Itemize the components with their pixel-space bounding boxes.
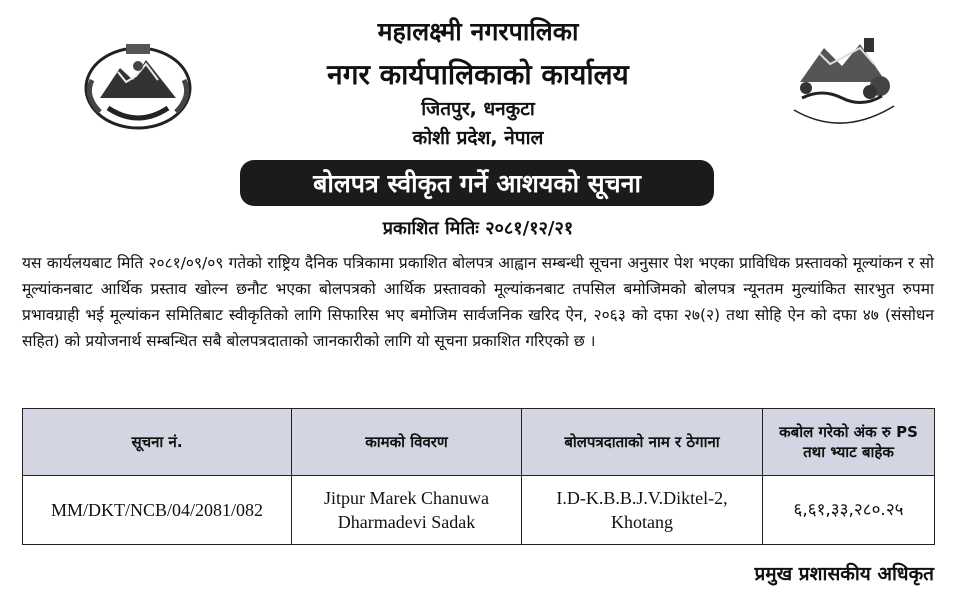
municipality-logo-icon	[782, 34, 902, 144]
notice-title: बोलपत्र स्वीकृत गर्ने आशयको सूचना	[240, 160, 714, 206]
office-name: नगर कार्यपालिकाको कार्यालय	[327, 58, 629, 91]
signatory-title: प्रमुख प्रशासकीय अधिकृत	[754, 563, 934, 585]
column-header-notice-no: सूचना नं.	[23, 409, 292, 476]
published-date: प्रकाशित मितिः २०८१/१२/२१	[382, 218, 574, 239]
column-header-bid-amount: कबोल गरेको अंक रु PS तथा भ्याट बाहेक	[763, 409, 935, 476]
award-table	[22, 408, 935, 545]
table-row	[23, 476, 935, 545]
cell-notice-no: MM/DKT/NCB/04/2081/082	[23, 476, 292, 545]
letterhead	[0, 0, 956, 160]
column-header-bidder: बोलपत्रदाताको नाम र ठेगाना	[522, 409, 763, 476]
cell-work-description: Jitpur Marek Chanuwa Dharmadevi Sadak	[292, 476, 522, 545]
table-header-row	[23, 409, 935, 476]
cell-bidder: I.D-K.B.B.J.V.Diktel-2, Khotang	[522, 476, 763, 545]
column-header-work-description: कामको विवरण	[292, 409, 522, 476]
office-address: जितपुर, धनकुटा	[421, 98, 535, 120]
office-province: कोशी प्रदेश, नेपाल	[412, 127, 544, 149]
municipality-name: महालक्ष्मी नगरपालिका	[377, 17, 579, 46]
notice-body: यस कार्यलयबाट मिति २०८१/०९/०९ गतेको राष्ट्रिय दैनिक पत्रिकामा प्रकाशित बोलपत्र आह्वान सम्बन्धी सूचना अनुसार पेश भएका प्राविधिक प्रस्तावको मूल्यांकन र सो मूल्यांकनबाट आर्थिक प्रस्ताव खोल्न छनौट भएका बोलपत्रको आर्थिक प्रस्तावको मूल्यांकनबाट तपसिल बमोजिमको बोलपत्र न्यूनतम मुल्यांकित सारभुत रुपमा प्रभावग्राही भई मूल्यांकन समितिबाट स्वीकृतिको लागि सिफारिस भए बमोजिम सार्वजनिक खरिद ऐन, २०६३ को दफा २७(२) तथा सोहि ऐन को दफा ४७ (संसोधन सहित) को प्रयोजनार्थ सम्बन्धित सबै बोलपत्रदाताको जानकारीको लागि यो सूचना प्रकाशित गरिएको छ ।	[22, 254, 934, 350]
cell-bid-amount: ६,६१,३३,२८०.२५	[763, 476, 935, 545]
